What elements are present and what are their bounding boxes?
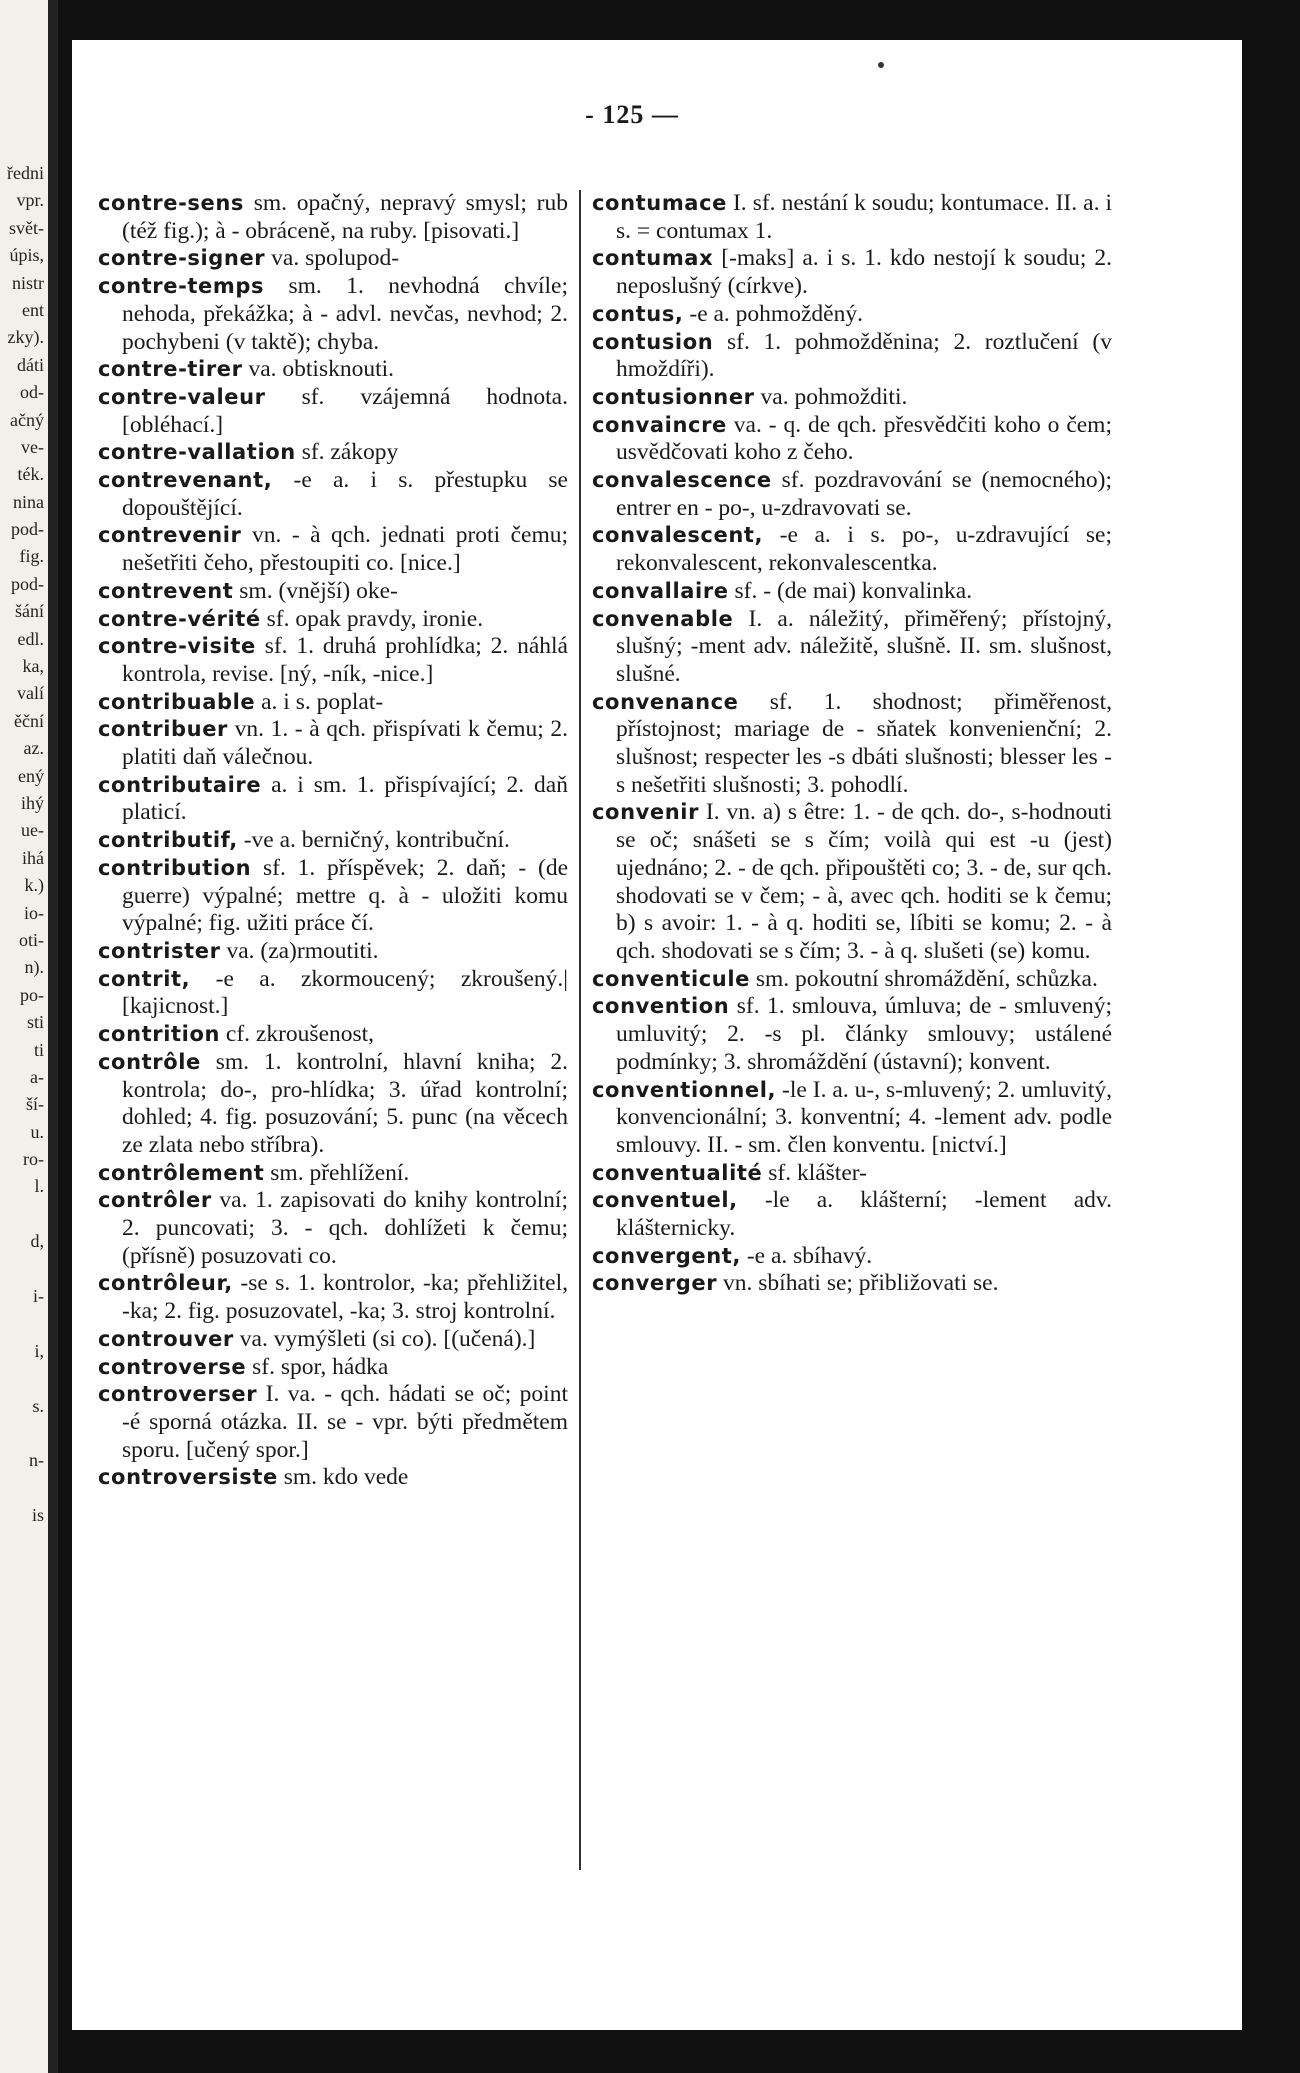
entry-headword: contrister [98, 938, 221, 963]
entry-headword: contrôler [98, 1188, 212, 1213]
entry-headword: contre-temps [98, 274, 265, 299]
entry-headword: contribuer [98, 717, 229, 742]
dictionary-entry [98, 716, 568, 771]
entry-definition: I. sf. nestání k soudu; kontumace. II. a. i s. = contumax 1. [616, 190, 1112, 244]
dictionary-entry [592, 606, 1112, 689]
dictionary-entry [592, 1077, 1112, 1160]
dictionary-entry [98, 356, 568, 384]
entry-headword: controverse [98, 1354, 247, 1379]
dictionary-entry [98, 606, 568, 634]
margin-fragment: ro- [23, 1149, 44, 1170]
entry-headword: convenable [592, 606, 734, 631]
dictionary-entry [98, 938, 568, 966]
entry-headword: contusion [592, 329, 714, 354]
entry-headword: contre-vérité [98, 606, 261, 631]
dictionary-entry [98, 1187, 568, 1270]
entry-headword: contrôle [98, 1049, 201, 1074]
entry-headword: conventuel, [592, 1188, 738, 1213]
margin-fragment: sti [26, 1012, 44, 1033]
entry-headword: contrit, [98, 966, 191, 991]
margin-fragment: ue- [21, 820, 44, 841]
dictionary-entry [592, 190, 1112, 245]
entry-definition: [-maks] a. i s. 1. kdo nestojí k soudu; 2. neposlušný (církve). [616, 245, 1112, 300]
margin-fragment: ihý [20, 792, 44, 813]
margin-fragment: az. [23, 738, 44, 759]
dictionary-entry [592, 384, 1112, 412]
entry-headword: convalescence [592, 468, 772, 493]
margin-fragment: zky). [7, 327, 44, 348]
margin-fragment: ti [33, 1039, 44, 1060]
entry-headword: contrevent [98, 578, 234, 603]
entry-definition: sf. 1. smlouva, úmluva; de - smluvený; umluvitý; 2. -s pl. články smlouvy; ustálené podmínky; 3. shromáždění (ústavní); konvent. [616, 993, 1112, 1075]
entry-definition: cf. zkroušenost, [220, 1021, 375, 1048]
entry-definition: a. i s. poplat- [255, 688, 384, 715]
margin-fragment: vpr. [16, 190, 44, 211]
margin-fragment: fig. [19, 546, 44, 567]
dictionary-entry [98, 633, 568, 688]
entry-definition: va. - q. de qch. přesvědčiti koho o čem; usvědčovati koho z čeho. [616, 411, 1112, 466]
margin-fragment: a- [30, 1066, 44, 1087]
entry-definition: -se s. 1. kontrolor, -ka; přehližitel, -ka; 2. fig. posuzovatel, -ka; 3. stroj kontrolní. [122, 1270, 568, 1325]
dictionary-entry [98, 1160, 568, 1188]
dictionary-entry [592, 799, 1112, 965]
entry-headword: conventionnel, [592, 1077, 777, 1102]
entry-definition: sm. (vnější) oke- [233, 577, 398, 604]
entry-headword: conventualité [592, 1160, 763, 1185]
dictionary-entry [592, 966, 1112, 994]
entry-headword: contributaire [98, 772, 262, 797]
entry-definition: sf. spor, hádka [246, 1353, 389, 1380]
entry-definition: vn. sbíhati se; přibližovati se. [717, 1270, 999, 1297]
margin-fragment: is [31, 1505, 44, 1526]
dictionary-entry [592, 245, 1112, 300]
dictionary-entry [592, 993, 1112, 1076]
entry-definition: sf. 1. shodnost; přiměřenost, přístojnost; mariage de - sňatek konvenienční; 2. slušnost; respecter les -s dbáti slušnosti; blesser les -s nešetřiti slušnosti; 3. pohodlí. [616, 688, 1112, 798]
entry-definition: va. obtisknouti. [242, 356, 395, 383]
entry-definition: sf. vzájemná hodnota. [obléhací.] [122, 383, 568, 438]
dictionary-entry [98, 1049, 568, 1160]
entry-definition: -le a. klášterní; -lement adv. klášternicky. [616, 1187, 1112, 1242]
entry-headword: convaincre [592, 412, 727, 437]
margin-fragment: nistr [11, 272, 44, 293]
dictionary-entry [98, 245, 568, 273]
entry-definition: va. pohmožditi. [754, 383, 908, 410]
entry-definition: sm. 1. kontrolní, hlavní kniha; 2. kontrola; do-, pro-hlídka; 3. úřad kontrolní; dohled; 4. fig. posuzování; 5. punc (na věcech ze zlata nebo stříbra). [122, 1048, 568, 1158]
dictionary-entry [98, 1021, 568, 1049]
entry-definition: -e a. zkormoucený; zkroušený.| [kajicnost.] [122, 965, 568, 1020]
dictionary-entry [592, 301, 1112, 329]
entry-headword: contributif, [98, 828, 238, 853]
entry-headword: contrôleur, [98, 1271, 233, 1296]
margin-fragment: šání [15, 601, 44, 622]
entry-definition: sm. opačný, nepravý smysl; rub (též fig.); à - obráceně, na ruby. [pisovati.] [122, 190, 568, 244]
margin-fragment: ředni [7, 163, 44, 183]
margin-fragment: ačný [10, 409, 44, 430]
entry-headword: convalescent, [592, 523, 764, 548]
entry-definition: va. 1. zapisovati do knihy kontrolní; 2. puncovati; 3. - qch. dohlížeti k čemu; (přísně) posuzovati co. [122, 1187, 568, 1269]
left-column [98, 190, 568, 1492]
margin-fragment: u. [30, 1121, 44, 1142]
margin-fragment: ka, [22, 656, 44, 677]
entry-headword: converger [592, 1271, 718, 1296]
dictionary-entry [98, 1381, 568, 1464]
dictionary-entry [98, 1326, 568, 1354]
entry-definition: sm. 1. nevhodná chvíle; nehoda, překážka; à - advl. nevčas, nevhod; 2. pochybeni (v taktě); chyba. [122, 273, 568, 355]
margin-fragment: pod- [11, 519, 44, 540]
adjacent-page-fragments [7, 160, 44, 1530]
margin-fragment: ent [22, 299, 44, 320]
dictionary-entry [98, 689, 568, 717]
entry-definition: sf. 1. pohmožděnina; 2. roztlučení (v hmoždíři). [616, 328, 1112, 383]
dictionary-entry [592, 1270, 1112, 1298]
entry-definition: sf. 1. příspěvek; 2. daň; - (de guerre) výpalné; mettre q. à - uložiti komu výpalné; fig. užiti práce čí. [122, 854, 568, 937]
dictionary-entry [98, 1464, 568, 1492]
margin-fragment: po- [20, 984, 44, 1005]
entry-definition: sm. pokoutní shromáždění, schůzka. [749, 965, 1098, 992]
dictionary-entry [592, 412, 1112, 467]
entry-headword: controuver [98, 1326, 234, 1351]
entry-definition: va. vymýšleti (si co). [(učená).] [233, 1325, 536, 1352]
margin-fragment: svět- [9, 217, 44, 238]
entry-definition: -e a. sbíhavý. [740, 1242, 873, 1269]
entry-definition: sf. 1. druhá prohlídka; 2. náhlá kontrola, revise. [ný, -ník, -nice.] [122, 633, 568, 687]
dictionary-entry [592, 578, 1112, 606]
margin-fragment [7, 1365, 44, 1392]
margin-fragment: ték. [17, 464, 44, 485]
entry-definition: -e a. pohmožděný. [683, 300, 863, 327]
entry-headword: contumace [592, 191, 727, 215]
dictionary-entry [98, 578, 568, 606]
margin-fragment: valí [17, 683, 44, 704]
entry-definition: -ve a. berničný, kontribuční. [237, 827, 510, 854]
dictionary-entry [98, 772, 568, 827]
margin-fragment: úpis, [9, 245, 44, 266]
dictionary-entry [592, 467, 1112, 522]
entry-definition: -e a. i s. po-, u-zdravující se; rekonvalescent, rekonvalescentka. [616, 522, 1112, 577]
entry-headword: convergent, [592, 1243, 741, 1268]
entry-headword: contre-valeur [98, 384, 266, 409]
entry-headword: convallaire [592, 578, 729, 603]
entry-definition: va. spolupod- [265, 245, 400, 272]
margin-fragment: s. [32, 1395, 44, 1416]
dictionary-entry [98, 273, 568, 356]
margin-fragment: d, [30, 1231, 44, 1252]
margin-fragment: k.) [24, 875, 44, 896]
entry-definition: sf. klášter- [762, 1159, 867, 1186]
entry-headword: convention [592, 994, 730, 1019]
margin-fragment: ší- [26, 1094, 44, 1115]
margin-fragment: nina [13, 491, 44, 512]
margin-fragment: ve- [21, 436, 44, 457]
entry-headword: contrition [98, 1022, 221, 1047]
entry-headword: controversiste [98, 1465, 278, 1490]
dictionary-page [72, 40, 1242, 2030]
entry-headword: contre-vallation [98, 440, 296, 465]
entry-headword: contrevenir [98, 523, 242, 548]
entry-definition: -e a. i s. přestupku se dopouštějící. [122, 467, 568, 521]
entry-definition: sm. přehlížení. [264, 1159, 410, 1186]
dictionary-entry [98, 522, 568, 577]
margin-fragment [7, 1475, 44, 1502]
margin-fragment: pod- [11, 573, 44, 594]
margin-fragment [7, 1310, 44, 1337]
dictionary-entry [592, 1243, 1112, 1271]
dictionary-entry [98, 467, 568, 522]
entry-definition: a. i sm. 1. přispívající; 2. daň platicí. [122, 771, 568, 826]
dictionary-entry [592, 1187, 1112, 1242]
entry-definition: I. va. - qch. hádati se oč; point -é sporná otázka. II. se - vpr. býti předmětem sporu. [učený spor.] [122, 1381, 568, 1463]
entry-headword: contre-tirer [98, 357, 243, 382]
entry-definition: -le I. a. u-, s-mluvený; 2. umluvitý, konvencionální; 3. konventní; 4. -lement adv. podle smlouvy. II. - sm. člen konventu. [nictví.] [616, 1076, 1112, 1158]
entry-definition: sf. - (de mai) konvalinka. [728, 577, 973, 604]
dictionary-entry [98, 1270, 568, 1325]
adjacent-page-edge [0, 0, 58, 2073]
margin-fragment: l. [34, 1176, 44, 1197]
margin-fragment [7, 1256, 44, 1283]
margin-fragment [7, 1420, 44, 1447]
margin-fragment: edl. [17, 628, 44, 649]
entry-headword: contus, [592, 301, 684, 326]
margin-fragment: ihá [22, 847, 44, 868]
dictionary-entry [98, 439, 568, 467]
dictionary-entry [98, 1354, 568, 1382]
dictionary-entry [592, 689, 1112, 800]
entry-definition: va. (za)rmoutiti. [220, 937, 379, 964]
margin-fragment: n). [24, 957, 44, 978]
entry-headword: controverser [98, 1382, 258, 1407]
margin-fragment: oti- [19, 929, 44, 950]
entry-headword: contrevenant, [98, 468, 273, 493]
entry-headword: contribuable [98, 689, 256, 714]
entry-definition: I. a. náležitý, přiměřený; přístojný, slušný; -ment adv. náležitě, slušně. II. sm. slušnost, slušné. [616, 605, 1112, 687]
entry-definition: vn. - à qch. jednati proti čemu; nešetřiti čeho, přestoupiti co. [nice.] [122, 522, 568, 577]
entry-headword: convenance [592, 689, 739, 714]
entry-definition: sf. zákopy [295, 439, 399, 466]
entry-headword: conventicule [592, 966, 750, 991]
column-divider [579, 190, 581, 1870]
dictionary-entry [98, 384, 568, 439]
entry-headword: contrôlement [98, 1160, 265, 1185]
right-column [592, 190, 1112, 1298]
margin-fragment: i, [34, 1340, 44, 1361]
entry-headword: contre-visite [98, 634, 256, 659]
dictionary-entry [98, 827, 568, 855]
entry-headword: convenir [592, 800, 700, 825]
dictionary-entry [98, 855, 568, 938]
dictionary-entry [98, 966, 568, 1021]
entry-headword: contre-sens [98, 191, 244, 215]
entry-definition: sm. kdo vede [277, 1464, 409, 1491]
entry-headword: contribution [98, 855, 252, 880]
margin-fragment: od- [20, 382, 44, 403]
entry-definition: sf. opak pravdy, ironie. [260, 605, 484, 632]
entry-definition: vn. 1. - à qch. přispívati k čemu; 2. platiti daň válečnou. [122, 716, 568, 771]
entry-headword: contusionner [592, 384, 755, 409]
print-speck [878, 62, 884, 68]
margin-fragment [7, 1201, 44, 1228]
dictionary-entry [592, 1160, 1112, 1188]
margin-fragment: dáti [17, 354, 44, 375]
entry-definition: sf. pozdravování se (nemocného); entrer en - po-, u-zdravovati se. [616, 467, 1112, 521]
margin-fragment: n- [29, 1450, 44, 1471]
margin-fragment: ěční [14, 710, 44, 731]
margin-fragment: io- [24, 902, 44, 923]
page-number: - 125 — [585, 100, 679, 129]
dictionary-entry [592, 522, 1112, 577]
dictionary-entry [592, 329, 1112, 384]
margin-fragment: ený [18, 765, 44, 786]
dictionary-entry [98, 190, 568, 245]
entry-headword: contre-signer [98, 246, 266, 271]
margin-fragment: i- [33, 1286, 44, 1307]
entry-headword: contumax [592, 246, 714, 271]
entry-definition: I. vn. a) s être: 1. - de qch. do-, s-hodnouti se oč; snášeti se s čím; voilà qui est -u (jest) ujednáno; 2. - de qch. připouštěti co; 3. - de, sur qch. shodovati se v čem; - à, avec qch. hoditi se k čemu; b) s avoir: 1. - à q. hoditi se, líbiti se komu; 2. - à qch. shodovati se s čím; 3. - à q. slušeti (se) komu. [616, 799, 1112, 964]
